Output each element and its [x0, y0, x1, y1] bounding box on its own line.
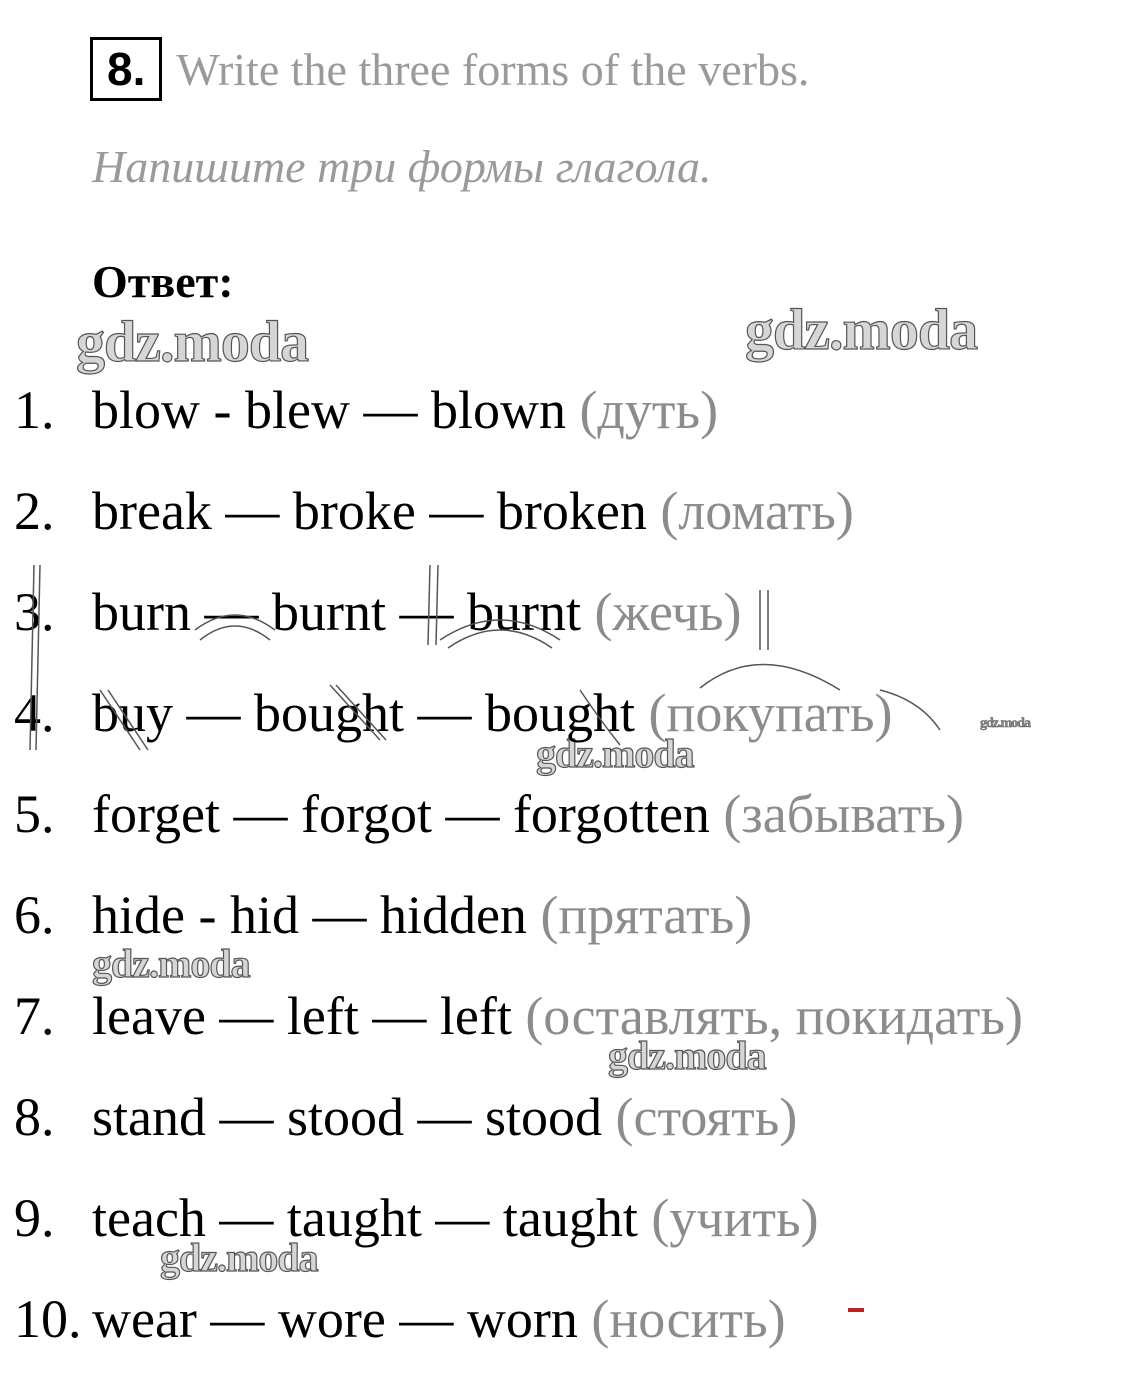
verb-forms: burn — burnt — burnt [92, 582, 581, 642]
item-number: 5. [14, 784, 55, 844]
watermark: gdz.moda [980, 716, 1030, 731]
verb-forms: teach — taught — taught [92, 1188, 638, 1248]
verb-forms-line [92, 476, 854, 546]
list-item [0, 1082, 1121, 1183]
list-item [0, 981, 1121, 1082]
verb-forms: forget — forgot — forgotten [92, 784, 710, 844]
item-number: 9. [14, 1188, 55, 1248]
item-number: 8. [14, 1087, 55, 1147]
item-number: 4. [14, 683, 55, 743]
item-number: 6. [14, 885, 55, 945]
verb-forms: buy — bought — bought [92, 683, 636, 743]
list-item [0, 577, 1121, 678]
task-instruction: Write the three forms of the verbs. [176, 43, 810, 95]
list-item [0, 880, 1121, 981]
verb-translation: (носить) [591, 1289, 786, 1349]
watermark: gdz.moda [745, 297, 978, 362]
verb-translation: (ломать) [660, 481, 854, 541]
verb-translation: (прятать) [540, 885, 753, 945]
verb-forms-line [92, 779, 964, 849]
verb-forms: stand — stood — stood [92, 1087, 603, 1147]
answer-heading: Ответ: [92, 256, 234, 307]
verb-translation: (забывать) [723, 784, 965, 844]
verb-forms-line [92, 1183, 819, 1253]
verb-forms: wear — wore — worn [92, 1289, 578, 1349]
verb-translation: (жечь) [594, 582, 742, 642]
verb-forms-line [92, 880, 752, 950]
verb-translation: (оставлять, покидать) [525, 986, 1023, 1046]
watermark: gdz.moda [92, 941, 250, 986]
item-number: 1. [14, 380, 55, 440]
verb-list [0, 375, 1121, 1385]
item-number: 7. [14, 986, 55, 1046]
watermark: gdz.moda [160, 1235, 318, 1280]
list-item [0, 1183, 1121, 1284]
verb-forms: leave — left — left [92, 986, 512, 1046]
verb-forms-line [92, 1082, 797, 1152]
item-number: 3. [14, 582, 55, 642]
verb-forms-line [92, 577, 741, 647]
verb-forms: break — broke — broken [92, 481, 647, 541]
list-item [0, 476, 1121, 577]
verb-translation: (покупать) [648, 683, 893, 743]
item-number: 10. [14, 1289, 82, 1349]
list-item [0, 779, 1121, 880]
verb-forms-line [92, 678, 893, 748]
list-item [0, 375, 1121, 476]
verb-translation: (дуть) [579, 380, 719, 440]
verb-forms: blow - blew — blown [92, 380, 566, 440]
verb-forms-line [92, 375, 718, 445]
watermark: gdz.moda [608, 1033, 766, 1078]
verb-forms-line [92, 981, 1023, 1051]
list-item [0, 1284, 1121, 1385]
task-number: 8. [90, 37, 162, 101]
item-number: 2. [14, 481, 55, 541]
task-header [90, 34, 809, 104]
verb-forms-line [92, 1284, 786, 1354]
watermark: gdz.moda [76, 309, 309, 374]
verb-translation: (стоять) [615, 1087, 798, 1147]
verb-translation: (учить) [651, 1188, 819, 1248]
list-item [0, 678, 1121, 779]
task-translation: Напишите три формы глагола. [92, 141, 712, 192]
verb-forms: hide - hid — hidden [92, 885, 527, 945]
watermark: gdz.moda [536, 731, 694, 776]
